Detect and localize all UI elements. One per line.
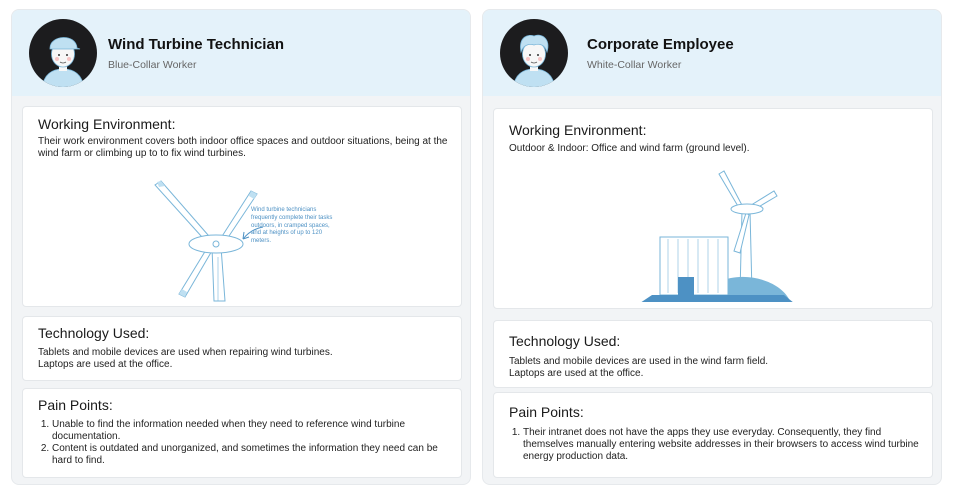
section-title: Pain Points: — [38, 397, 113, 413]
persona-name: Corporate Employee — [587, 36, 734, 53]
section-line: Laptops are used at the office. — [509, 368, 644, 379]
section-line: Laptops are used at the office. — [38, 359, 173, 370]
pain-points-card — [493, 392, 933, 478]
persona-card-corporate — [482, 9, 942, 485]
working-environment-card — [493, 108, 933, 309]
section-line: Tablets and mobile devices are used when repairing wind turbines. — [38, 347, 333, 358]
technician-avatar-icon — [28, 18, 98, 88]
pain-points-list — [38, 419, 452, 467]
illustration-note: Wind turbine technicians frequently complete their tasks outdoors, in cramped spaces, and at heights of up to 120 meters. — [251, 207, 333, 245]
persona-card-technician — [11, 9, 471, 485]
section-title: Technology Used: — [509, 333, 621, 349]
persona-header — [12, 10, 470, 96]
section-text: Their work environment covers both indoor office spaces and outdoor situations, being at the wind farm or climbing up to to fix wind turbines. — [38, 136, 448, 159]
list-item: 1. Unable to find the information needed when they need to reference wind turbine documentation. — [52, 419, 452, 443]
persona-name: Wind Turbine Technician — [108, 36, 284, 53]
pain-points-card — [22, 388, 462, 478]
pain-points-list — [509, 427, 923, 463]
technology-used-card — [493, 320, 933, 388]
list-item: 1. Their intranet does not have the apps they use everyday. Consequently, they find themselves manually entering website addresses in their browsers to access wind turbine energy production data. — [523, 427, 923, 463]
technology-used-card — [22, 316, 462, 381]
working-environment-card — [22, 106, 462, 307]
persona-header — [483, 10, 941, 96]
persona-role: Blue-Collar Worker — [108, 59, 197, 71]
section-line: Tablets and mobile devices are used in the wind farm field. — [509, 356, 769, 367]
list-item: 2. Content is outdated and unorganized, and sometimes the information they need can be hard to find. — [52, 443, 452, 467]
office-building-icon — [634, 167, 794, 302]
section-text: Outdoor & Indoor: Office and wind farm (ground level). — [509, 143, 750, 154]
persona-role: White-Collar Worker — [587, 59, 682, 71]
section-title: Technology Used: — [38, 325, 150, 341]
employee-avatar-icon — [499, 18, 569, 88]
section-title: Working Environment: — [38, 116, 176, 132]
section-title: Working Environment: — [509, 122, 647, 138]
section-title: Pain Points: — [509, 404, 584, 420]
